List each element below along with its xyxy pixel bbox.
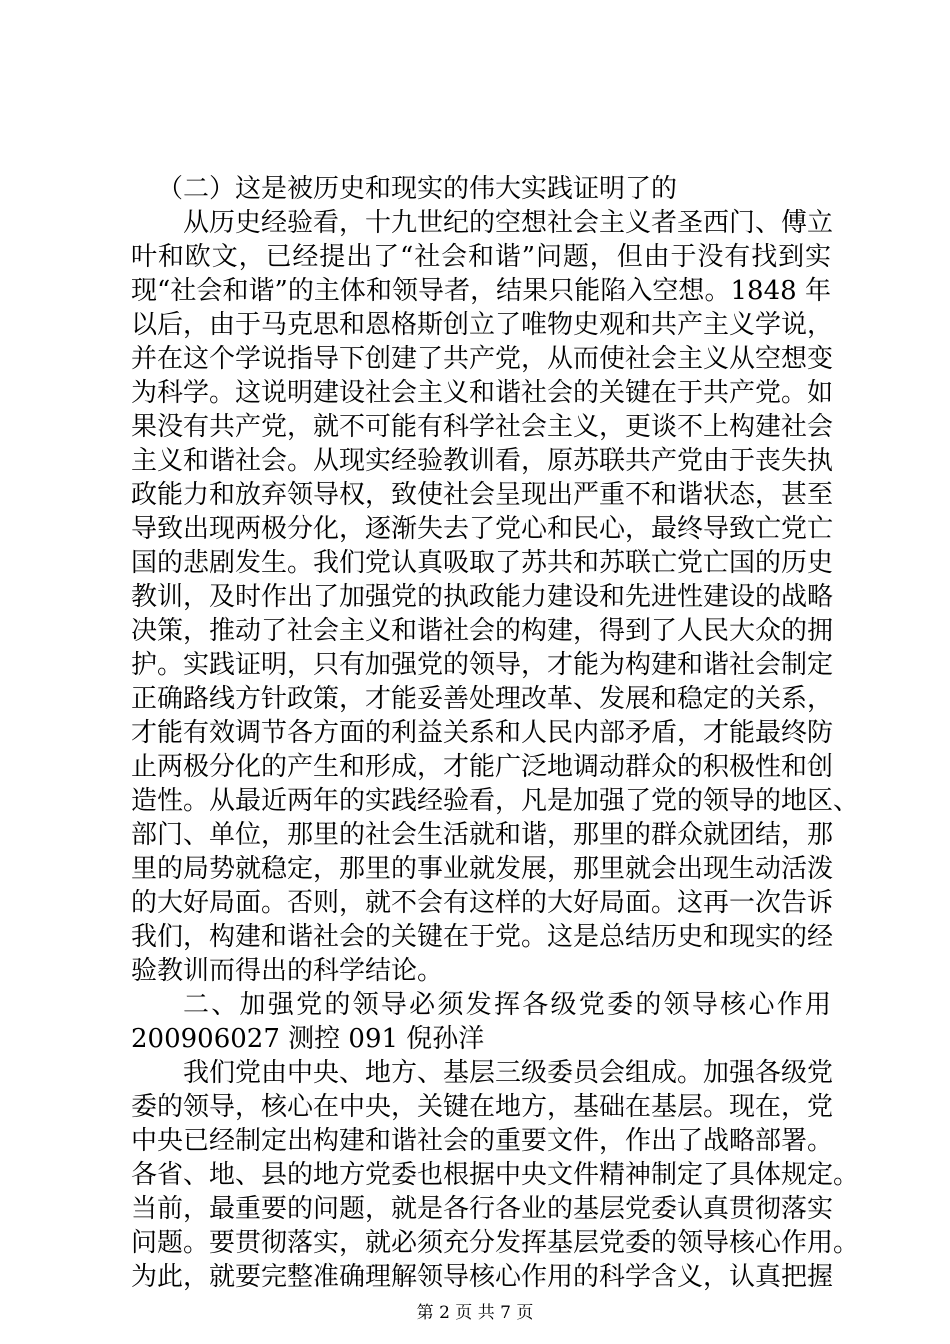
text-line: 以后，由于马克思和恩格斯创立了唯物史观和共产主义学说，	[131, 310, 834, 340]
text-line: 国的悲剧发生。我们党认真吸取了苏共和苏联亡党亡国的历史	[131, 548, 834, 578]
text-line: 里的局势就稳定，那里的事业就发展，那里就会出现生动活泼	[131, 854, 834, 884]
text-line: 我们党由中央、地方、基层三级委员会组成。加强各级党	[183, 1058, 834, 1088]
text-line: 教训，及时作出了加强党的执政能力建设和先进性建设的战略	[131, 582, 834, 612]
text-line: 并在这个学说指导下创建了共产党，从而使社会主义从空想变	[131, 344, 834, 374]
text-line: 验教训而得出的科学结论。	[131, 956, 444, 986]
text-line: 现“社会和谐”的主体和领导者，结果只能陷入空想。1848 年	[131, 276, 831, 306]
page-footer: 第 2 页 共 7 页	[416, 1303, 534, 1323]
text-line: 从历史经验看，十九世纪的空想社会主义者圣西门、傅立	[183, 208, 834, 238]
text-line: 叶和欧文，已经提出了“社会和谐”问题，但由于没有找到实	[131, 242, 831, 272]
text-line: 护。实践证明，只有加强党的领导，才能为构建和谐社会制定	[131, 650, 834, 680]
text-line: 为此，就要完整准确理解领导核心作用的科学含义，认真把握	[131, 1262, 834, 1292]
text-line: 导致出现两极分化，逐渐失去了党心和民心，最终导致亡党亡	[131, 514, 834, 544]
text-line: 各省、地、县的地方党委也根据中央文件精神制定了具体规定。	[131, 1160, 860, 1190]
text-line: 政能力和放弃领导权，致使社会呈现出严重不和谐状态，甚至	[131, 480, 834, 510]
text-line: 决策，推动了社会主义和谐社会的构建，得到了人民大众的拥	[131, 616, 834, 646]
text-line: 的大好局面。否则，就不会有这样的大好局面。这再一次告诉	[131, 888, 834, 918]
text-line: 当前，最重要的问题，就是各行各业的基层党委认真贯彻落实	[131, 1194, 834, 1224]
text-line: 委的领导，核心在中央，关键在地方，基础在基层。现在，党	[131, 1092, 834, 1122]
text-line: 果没有共产党，就不可能有科学社会主义，更谈不上构建社会	[131, 412, 834, 442]
section-heading-2: （二）这是被历史和现实的伟大实践证明了的	[157, 174, 678, 204]
author-line: 200906027 测控 091 倪孙洋	[131, 1024, 485, 1054]
section-heading-two: 二、加强党的领导必须发挥各级党委的领导核心作用	[183, 990, 831, 1020]
text-line: 部门、单位，那里的社会生活就和谐，那里的群众就团结，那	[131, 820, 834, 850]
text-line: 才能有效调节各方面的利益关系和人民内部矛盾，才能最终防	[131, 718, 834, 748]
text-line: 正确路线方针政策，才能妥善处理改革、发展和稳定的关系，	[131, 684, 834, 714]
text-line: 主义和谐社会。从现实经验教训看，原苏联共产党由于丧失执	[131, 446, 834, 476]
text-line: 问题。要贯彻落实，就必须充分发挥基层党委的领导核心作用。	[131, 1228, 860, 1258]
text-line: 止两极分化的产生和形成，才能广泛地调动群众的积极性和创	[131, 752, 834, 782]
text-line: 造性。从最近两年的实践经验看，凡是加强了党的领导的地区、	[131, 786, 860, 816]
text-line: 为科学。这说明建设社会主义和谐社会的关键在于共产党。如	[131, 378, 834, 408]
text-line: 中央已经制定出构建和谐社会的重要文件，作出了战略部署。	[131, 1126, 834, 1156]
text-line: 我们，构建和谐社会的关键在于党。这是总结历史和现实的经	[131, 922, 834, 952]
